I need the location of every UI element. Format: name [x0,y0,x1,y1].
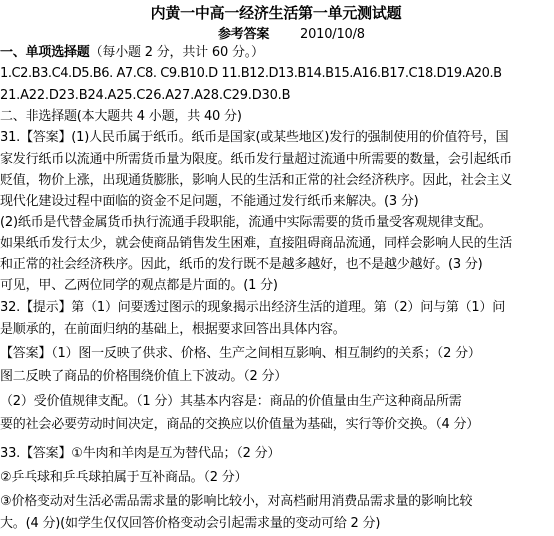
q33-line: ②乒乓球和乒乓球拍属于互补商品。（2 分） [0,470,248,485]
q32-line: 【答案】（1）图一反映了供求、价格、生产之间相互影响、相互制约的关系；（2 分） [0,346,481,361]
mc-answers-row-2: 21.A22.D23.B24.A25.C26.A27.A28.C29.D30.B [0,88,291,103]
document-subtitle: 参考答案 [218,27,270,42]
section1-heading-line [0,43,264,62]
q32-line: 要的社会必要劳动时间决定，商品的交换应以价值量为基础，实行等价交换。（4 分） [0,417,480,432]
section2-heading: 二、非选择题(本大题共 4 小题，共 40 分) [0,109,242,124]
document-title: 内黄一中高一经济生活第一单元测试题 [150,4,402,22]
mc-answers-row-1: 1.C2.B3.C4.D5.B6. A7.C8. C9.B10.D 11.B12.D13.B14.B15.A16.B17.C18.D19.A20.B [0,66,502,81]
document-date: 2010/10/8 [300,27,365,42]
q32-line: （2）受价值规律支配。（1 分）其基本内容是：商品的价值量由生产这种商品所需 [0,394,462,409]
q32-line: 32.【提示】第（1）问要透过图示的现象揭示出经济生活的道理。第（2）问与第（1）问 [0,300,506,315]
q31-line: 31.【答案】(1)人民币属于纸币。纸币是国家(或某些地区)发行的强制使用的价值符号，国 [0,130,509,145]
q31-line: 现代化建设过程中面临的资金不足问题，不能通过发行纸币来解决。(3 分) [0,194,419,209]
q31-line: 可见，甲、乙两位同学的观点都是片面的。(1 分) [0,278,278,293]
section1-heading: 一、单项选择题 [0,45,90,60]
q33-line: ③价格变动对生活必需品需求量的影响比较小，对高档耐用消费品需求量的影响比较 [0,494,473,509]
q31-line: 贬值，物价上涨，出现通货膨胀，影响人民的生活和正常的社会经济秩序。因此，社会主义 [0,173,513,188]
q33-line: 大。(4 分)(如学生仅仅回答价格变动会引起需求量的变动可给 2 分) [0,516,381,531]
q31-line: 家发行纸币以流通中所需货币量为限度。纸币发行量超过流通中所需要的数量，会引起纸币 [0,152,513,167]
q32-line: 是顺承的，在前面归纳的基础上，根据要求回答出具体内容。 [0,322,346,337]
q31-line: 如果纸币发行太少，就会使商品销售发生困难，直接阻碍商品流通，同样会影响人民的生活 [0,236,513,251]
q31-line: (2)纸币是代替金属货币执行流通手段职能，流通中实际需要的货币量受客观规律支配。 [0,215,492,230]
q31-line: 和正常的社会经济秩序。因此，纸币的发行既不是越多越好，也不是越少越好。(3 分) [0,257,483,272]
q32-line: 图二反映了商品的价格围绕价值上下波动。（2 分） [0,369,288,384]
section1-note: （每小题 2 分，共计 60 分。） [89,45,264,60]
q33-line: 33.【答案】①牛肉和羊肉是互为替代品；（2 分） [0,446,281,461]
